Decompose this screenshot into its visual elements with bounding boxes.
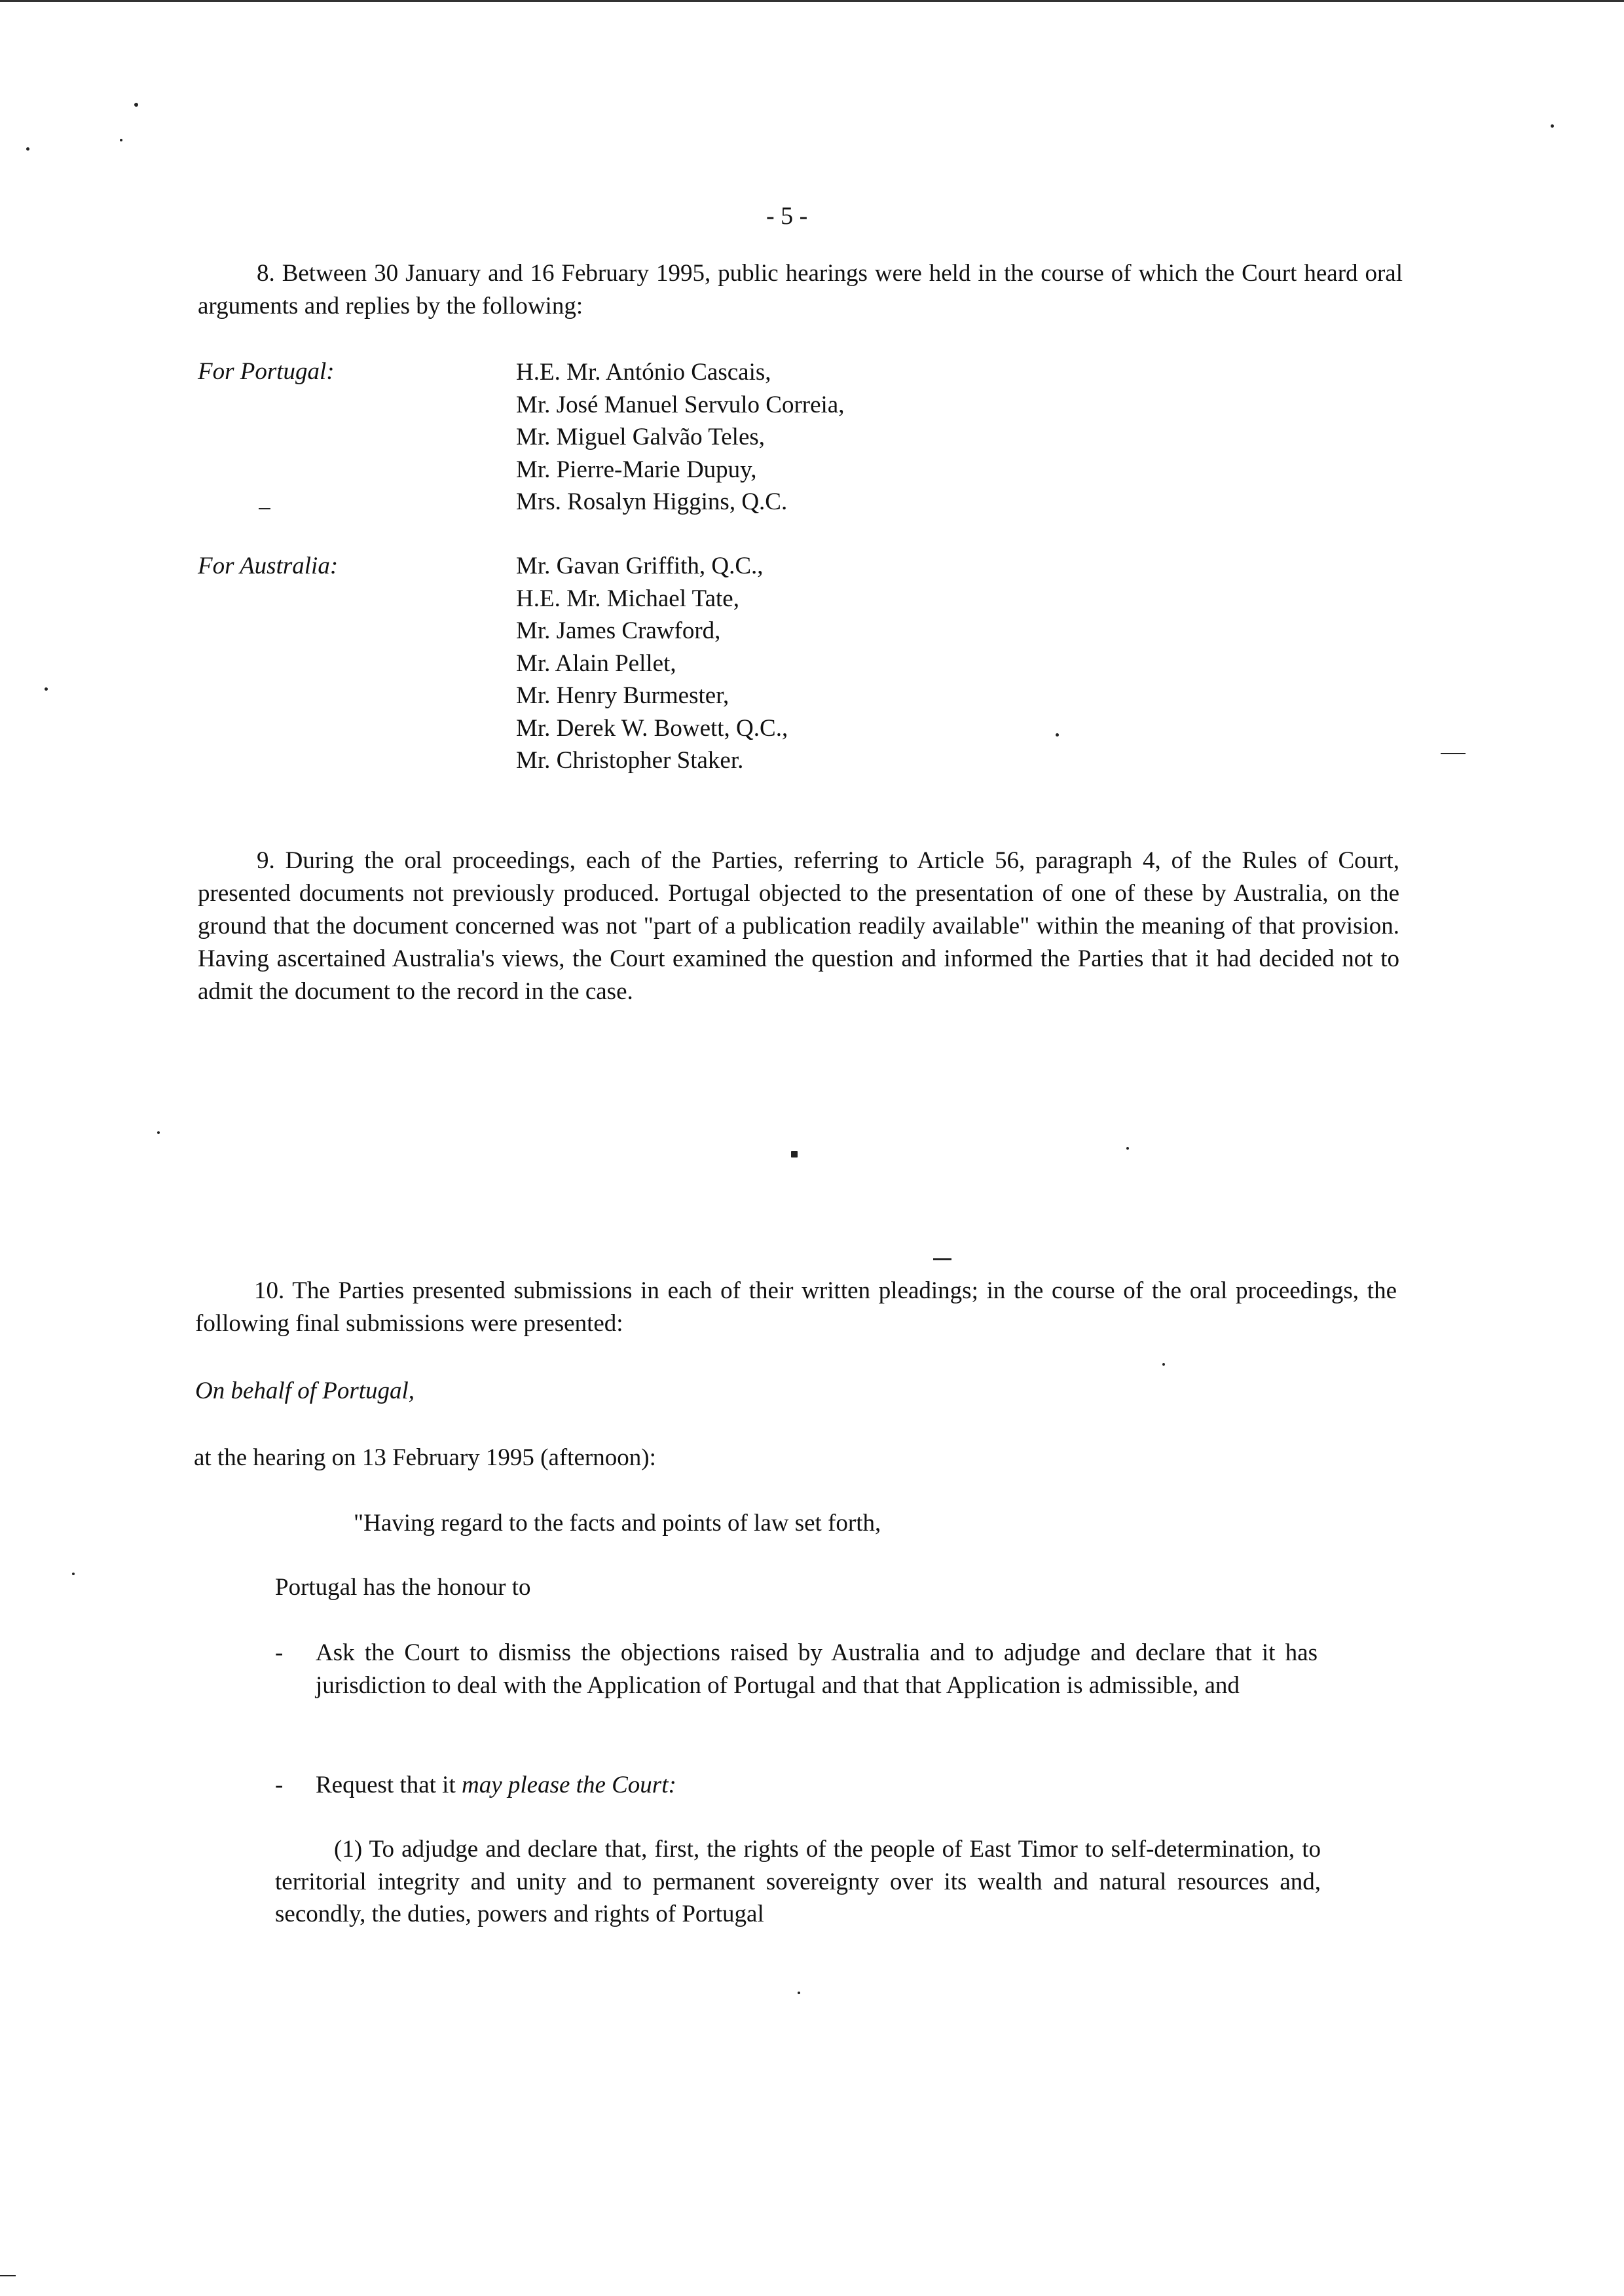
list-item: Mr. Alain Pellet, <box>516 649 676 677</box>
list-item: Mr. Henry Burmester, <box>516 682 729 709</box>
list-item: Mr. Gavan Griffith, Q.C., <box>516 553 764 579</box>
bullet-2-plain: Request that it <box>316 1772 462 1798</box>
scan-speck <box>72 1573 75 1575</box>
scan-speck <box>791 1151 798 1157</box>
scan-speck <box>1056 733 1059 737</box>
page-number: - 5 - <box>766 202 808 230</box>
scan-dash <box>259 508 270 509</box>
scan-speck <box>1162 1363 1165 1366</box>
for-australia-label: For Australia: <box>198 553 339 579</box>
scan-speck <box>157 1131 160 1134</box>
scan-speck <box>120 139 122 141</box>
portugal-counsel-list <box>516 356 844 519</box>
scan-speck <box>1551 124 1554 128</box>
hearing-line: at the hearing on 13 February 1995 (afternoon): <box>194 1444 656 1471</box>
list-item: Mr. James Crawford, <box>516 617 721 644</box>
list-item: H.E. Mr. António Cascais, <box>516 359 771 386</box>
australia-counsel-list <box>516 550 788 777</box>
bullet-2-italic: may please the Court: <box>462 1772 676 1798</box>
bullet-dash: - <box>275 1639 284 1666</box>
list-item: Mr. Christopher Staker. <box>516 747 744 774</box>
on-behalf-heading: On behalf of Portugal, <box>195 1377 415 1404</box>
list-item: Mr. Pierre-Marie Dupuy, <box>516 456 757 483</box>
bullet-1-text: Ask the Court to dismiss the objections raised by Australia and to adjudge and declare that it has jurisdiction to deal with the Application of Portugal and that that Application is admissible, and <box>316 1639 1318 1699</box>
for-portugal-label: For Portugal: <box>198 358 335 385</box>
list-item: Mr. José Manuel Servulo Correia, <box>516 391 845 418</box>
list-item: H.E. Mr. Michael Tate, <box>516 585 739 612</box>
scan-speck <box>1126 1147 1129 1150</box>
list-item: Mrs. Rosalyn Higgins, Q.C. <box>516 488 788 515</box>
bullet-dash: - <box>275 1772 284 1798</box>
list-item: Mr. Miguel Galvão Teles, <box>516 424 766 450</box>
scan-dash <box>933 1258 951 1260</box>
scan-top-edge <box>0 0 1624 2</box>
scan-speck <box>798 1992 800 1994</box>
quote-opening: "Having regard to the facts and points of law set forth, <box>354 1510 881 1537</box>
honour-line: Portugal has the honour to <box>275 1574 531 1601</box>
scan-speck <box>134 103 138 107</box>
list-item: Mr. Derek W. Bowett, Q.C., <box>516 714 788 742</box>
scan-speck <box>45 687 48 691</box>
submission-1: (1) To adjudge and declare that, first, the rights of the people of East Timor to self-determination, to territorial integrity and unity and to permanent sovereignty over its wealth and natural resources and, secondly, the duties, powers and rights of Portugal <box>275 1836 1321 1927</box>
paragraph-10: 10. The Parties presented submissions in each of their written pleadings; in the course of the oral proceedings, the following final submissions were presented: <box>195 1277 1397 1337</box>
scan-dash <box>0 2275 16 2276</box>
paragraph-9: 9. During the oral proceedings, each of the Parties, referring to Article 56, paragraph 4, of the Rules of Court, presented documents not previously produced. Portugal objected to the presentation of one of these by Australia, on the ground that the document concerned was not "part of a publication readily available" within the meaning of that provision. Having ascertained Australia's views, the Court examined the question and informed the Parties that it had decided not to admit the document to the record in the case. <box>198 847 1399 1005</box>
bullet-2-text <box>316 1769 676 1802</box>
scan-speck <box>26 147 29 151</box>
paragraph-8: 8. Between 30 January and 16 February 1995, public hearings were held in the course of which the Court heard oral arguments and replies by the following: <box>198 260 1403 319</box>
scan-dash <box>1441 753 1466 754</box>
